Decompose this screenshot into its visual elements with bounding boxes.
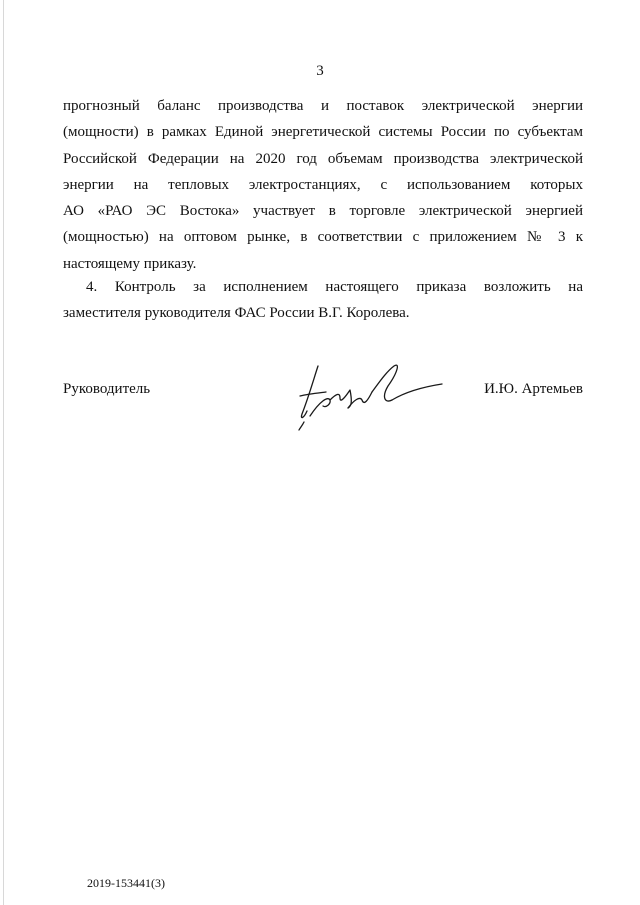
signatory-role: Руководитель	[63, 381, 151, 397]
page-number: 3	[316, 63, 324, 79]
paragraph-control	[63, 274, 583, 327]
paragraph-balance	[63, 93, 583, 277]
signatory-name: И.Ю. Артемьев	[484, 381, 583, 397]
paragraph-line: прогнозный баланс производства и поставок электрической энергии	[63, 98, 583, 114]
paragraph-line: заместителя руководителя ФАС России В.Г. Королева.	[63, 305, 410, 322]
paragraph-line: (мощностью) на оптовом рынке, в соответствии с приложением № 3 к	[63, 229, 583, 246]
paragraph-line: энергии на тепловых электростанциях, с использованием которых	[63, 176, 583, 193]
paragraph-line: Российской Федерации на 2020 год объемам производства электрической	[63, 150, 583, 167]
handwritten-signature	[290, 356, 445, 431]
paragraph-line: настоящему приказу.	[63, 255, 197, 272]
document-id: 2019-153441(3)	[87, 876, 165, 890]
paragraph-line: АО «РАО ЭС Востока» участвует в торговле электрической энергией	[63, 203, 583, 220]
paragraph-line: (мощности) в рамках Единой энергетической системы России по субъектам	[63, 124, 583, 141]
page-edge	[3, 0, 4, 905]
paragraph-line: 4. Контроль за исполнением настоящего приказа возложить на	[86, 279, 583, 295]
